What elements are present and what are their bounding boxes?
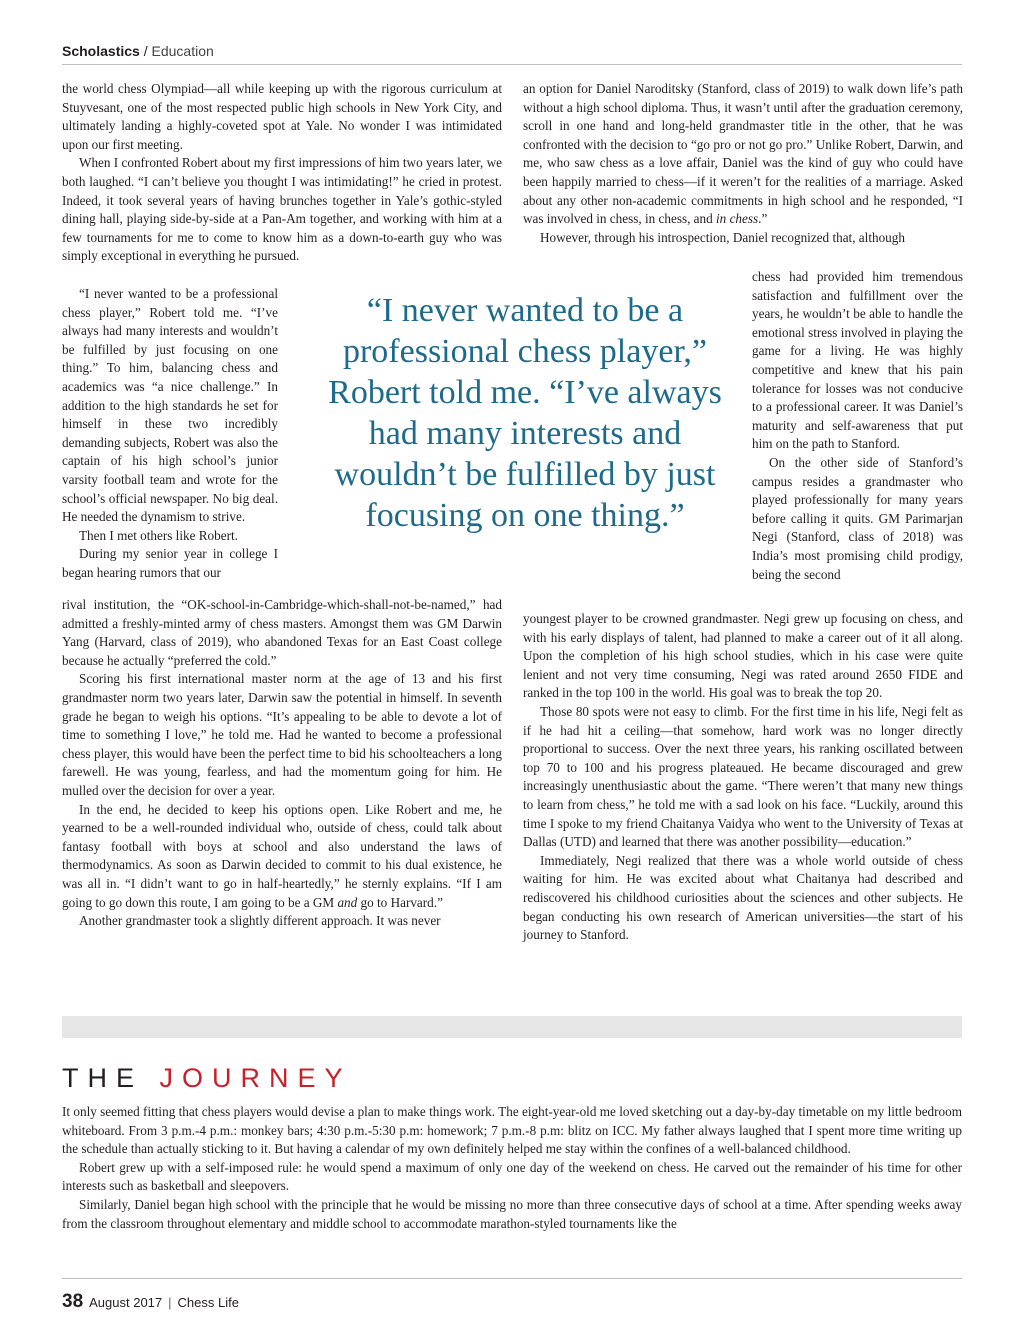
paragraph: However, through his introspection, Daniel recognized that, although	[540, 229, 905, 245]
paragraph: On the other side of Stanford’s campus resides a grandmaster who played professionally for many years before calling it quits. GM Parimarjan Negi (Stanford, class of 2018) was India’s most promising child prodigy, being the second	[752, 454, 963, 582]
paragraph: the world chess Olympiad—all while keeping up with the rigorous curriculum at Stuyvesant, one of the most respected public high schools in New York City, and ultimately landing a highly-coveted spot at Yale. No wonder I was intimidated upon our first meeting.	[62, 81, 502, 152]
left-column-bottom	[62, 596, 502, 931]
issue-date: August 2017	[89, 1295, 163, 1310]
header-divider	[62, 64, 962, 65]
paragraph: Then I met others like Robert.	[79, 527, 238, 543]
paragraph: Robert grew up with a self-imposed rule: he would spend a maximum of only one day of the weekend on chess. He carved out the remainder of his time for other interests such as basketball and sleepovers.	[62, 1159, 962, 1194]
section-divider-band	[62, 1016, 962, 1038]
emphasis: in chess	[716, 211, 759, 227]
section-title-word: THE	[62, 1063, 143, 1093]
paragraph: youngest player to be crowned grandmaster. Negi grew up focusing on chess, and with his early displays of talent, had planned to make a career out of it all along. Upon the completion of his high school studies, which in his case were quite lenient and not very time consuming, Negi was rated around 2650 FIDE and ranked in the top 100 in the world. His goal was to break the top 20.	[523, 611, 963, 701]
paragraph: During my senior year in college I began hearing rumors that our	[62, 546, 278, 580]
header-separator: /	[139, 43, 152, 59]
paragraph: When I confronted Robert about my first impressions of him two years later, we both laughed. “I can’t believe you thought I was intimidating!” he cried in protest. Indeed, it took several years of having brunches together in Yale’s gothic-styled dining hall, playing side-by-side at a Pan-Am together, and working with him at a few tournaments for me to come to know him as a down-to-earth guy who was simply exceptional in everything he pursued.	[62, 155, 502, 264]
paragraph: rival institution, the “OK-school-in-Cambridge-which-shall-not-be-named,” had admitted a freshly-minted army of chess masters. Amongst them was GM Darwin Yang (Harvard, class of 2019), who abandoned Texas for an East Coast college because he actually “preferred the cold.”	[62, 597, 502, 668]
pull-quote: “I never wanted to be a professional chess player,” Robert told me. “I’ve always had many interests and wouldn’t be fulfilled by just focusing on one thing.”	[328, 292, 722, 534]
footer-separator: |	[168, 1295, 172, 1310]
paragraph: Immediately, Negi realized that there was a whole world outside of chess waiting for him. He was excited about what Chaitanya had described and rediscovered his childhood curiosities about the sciences and other subjects. He began conducting his own research of American universities—the start of his journey to Stanford.	[523, 852, 963, 943]
paragraph: It only seemed fitting that chess players would devise a plan to make things work. The eight-year-old me loved sketching out a day-by-day timetable on my little bedroom whiteboard. From 3 p.m.-4 p.m.: monkey bars; 4:30 p.m.-5:30 p.m: homework; 7 p.m.-8 p.m: blitz on ICC. My father always laughed that I spent more time writing up the schedule than actually sticking to it. But having a calendar of my own definitely helped me stay within the confines of a well-balanced childhood.	[62, 1104, 962, 1157]
right-column-narrow	[752, 268, 963, 584]
paragraph: Another grandmaster took a slightly different approach. It was never	[79, 913, 441, 929]
page-footer	[62, 1291, 239, 1313]
paragraph: “I never wanted to be a professional chess player,” Robert told me. “I’ve always had many interests and wouldn’t be fulfilled by just focusing on one thing.” To him, balancing chess and academics was “a nice challenge.” In addition to the high standards he set for himself in these two incredibly demanding subjects, Robert was also the captain of his high school’s junior varsity football team and wrote for the school’s official newspaper. No big deal. He needed the dynamism to strive.	[62, 286, 278, 525]
emphasis: and	[337, 894, 358, 910]
paragraph: chess had provided him tremendous satisfaction and fulfillment over the years, he wouldn’t be able to handle the emotional stress involved in playing the game for a living. He was highly competitive and knew that his pain tolerance for losses was not conducive to a professional career. It was Daniel’s maturity and self-awareness that put him on the path to Stanford.	[752, 269, 963, 452]
running-header	[62, 43, 962, 65]
journey-section-body	[62, 1103, 962, 1233]
right-column-top	[523, 80, 963, 247]
paragraph: Similarly, Daniel began high school with the principle that he would be missing no more than three consecutive days of school at a time. After spending weeks away from the classroom throughout elementary and middle school to accommodate marathon-styled tournaments like the	[62, 1196, 962, 1231]
publication-name: Chess Life	[177, 1295, 239, 1310]
right-column-bottom	[523, 610, 963, 945]
header-section: Scholastics	[62, 43, 140, 59]
paragraph-text: go to Harvard.”	[357, 894, 443, 910]
paragraph-text: In the end, he decided to keep his options open. Like Robert and me, he yearned to be a well-rounded individual who, outside of chess, could talk about fantasy football with boys at school and also understand the laws of thermodynamics. As soon as Darwin decided to commit to his dual existence, he was all in. “I didn’t want to go in half-heartedly,” he sternly explains. “If I am going to go down this route, I am going to be a GM	[62, 801, 502, 910]
left-column-top	[62, 80, 502, 266]
section-title	[62, 1062, 352, 1094]
header-category: Education	[151, 43, 214, 59]
paragraph: Those 80 spots were not easy to climb. For the first time in his life, Negi felt as if he had hit a ceiling—that somehow, hard work was no longer directly proportional to success. Over the next three years, his ranking oscillated between top 70 to 100 and his progress plateaued. He became discouraged and grew increasingly unenthusiastic about the game. “There weren’t that many new things to learn from chess,” he told me with a sad look on his face. “Luckily, around this time I spoke to my friend Chaitanya Vaidya who went to the University of Texas at Dallas (UTD) and learned that there was another possibility—education.”	[523, 703, 963, 850]
paragraph	[62, 801, 502, 913]
footer-divider	[62, 1278, 962, 1279]
section-title-accent: JOURNEY	[159, 1063, 352, 1093]
paragraph	[523, 80, 963, 229]
left-column-narrow	[62, 285, 278, 583]
paragraph-text: .”	[758, 211, 768, 227]
page-number: 38	[62, 1291, 84, 1312]
paragraph: Scoring his first international master norm at the age of 13 and his first grandmaster norm two years later, Darwin saw the potential in himself. In seventh grade he began to weigh his options. “It’s appealing to be able to devote a lot of time to something I love,” he told me. Had he wanted to become a professional chess player, this would have been the perfect time to bid his schoolteachers a long farewell. He was young, fearless, and had the momentum going for him. He mulled over the decision for over a year.	[62, 671, 502, 798]
paragraph-text: an option for Daniel Naroditsky (Stanford, class of 2019) to walk down life’s path without a high school diploma. Thus, it wasn’t until after the graduation ceremony, scroll in one hand and long-held grandmaster title in the other, that he was confronted with the decision to “go pro or not go pro.” Unlike Robert, Darwin, and me, who saw chess as a love affair, Daniel was the kind of guy who could have been happily married to chess—if it weren’t for the realities of a marriage. Asked about any other non-academic commitments in high school and he responded, “I was involved in chess, in chess, and	[523, 81, 963, 227]
